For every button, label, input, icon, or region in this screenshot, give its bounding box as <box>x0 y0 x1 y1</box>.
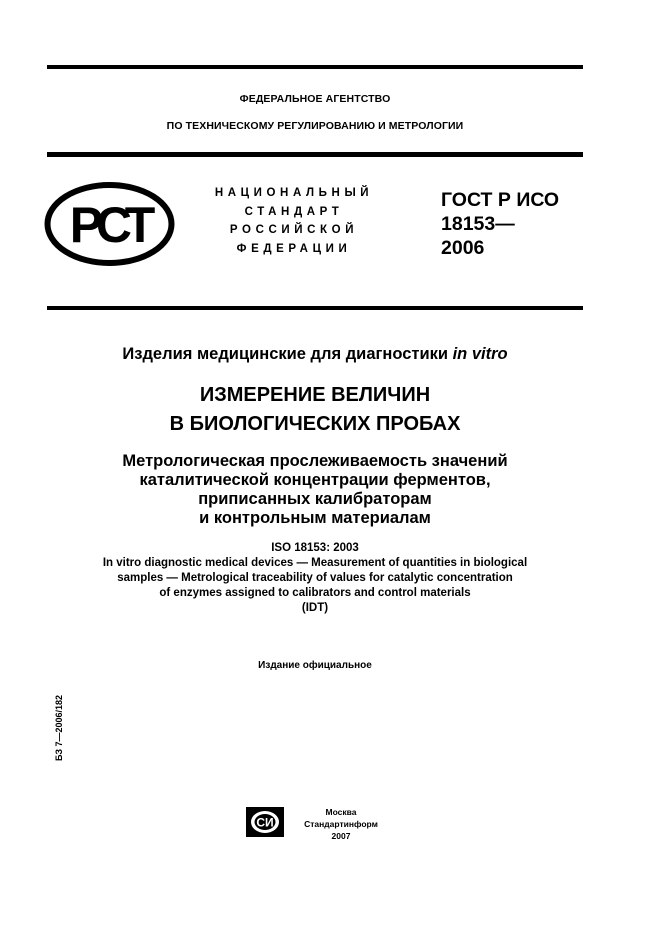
iso-identity: (IDT) <box>301 602 329 614</box>
publisher-year: 2007 <box>331 831 351 841</box>
standartinform-logo-icon <box>245 806 285 838</box>
publisher-city: Москва <box>325 807 357 817</box>
subtitle <box>47 452 583 528</box>
subtitle-line-4: и контрольным материалам <box>199 509 431 527</box>
standartinform-logo-letters: СИ <box>256 815 274 830</box>
gost-designation <box>441 188 559 260</box>
agency-rule <box>47 152 583 157</box>
gost-line-3: 2006 <box>441 237 485 259</box>
gost-line-1: ГОСТ Р ИСО <box>441 189 560 211</box>
category-title <box>47 345 583 364</box>
subtitle-line-3: приписанных калибраторам <box>198 490 432 508</box>
rst-logo-letters: РСТ <box>69 197 150 253</box>
national-line-1: НАЦИОНАЛЬНЫЙ <box>214 187 374 199</box>
iso-reference <box>47 541 583 616</box>
publisher-block <box>293 806 389 842</box>
subtitle-line-1: Метрологическая прослеживаемость значений <box>122 452 508 470</box>
header-rule <box>47 306 583 310</box>
edition-label: Издание официальное <box>258 660 372 671</box>
side-code: БЗ 7—2006/182 <box>54 694 64 762</box>
publisher-name: Стандартинформ <box>304 819 378 829</box>
iso-title-line-2: samples — Metrological traceability of values for catalytic concentration <box>117 572 513 584</box>
category-title-text: Изделия медицинские для диагностики <box>122 345 453 363</box>
gost-line-2: 18153— <box>441 213 515 235</box>
iso-title-line-1: In vitro diagnostic medical devices — Measurement of quantities in biological <box>102 557 528 569</box>
subtitle-line-2: каталитической концентрации ферментов, <box>139 471 491 489</box>
iso-number: ISO 18153: 2003 <box>271 542 359 554</box>
national-line-3: РОССИЙСКОЙ <box>229 224 359 236</box>
agency-line-1: ФЕДЕРАЛЬНОЕ АГЕНТСТВО <box>239 93 391 105</box>
agency-line-2: ПО ТЕХНИЧЕСКОМУ РЕГУЛИРОВАНИЮ И МЕТРОЛОГИИ <box>166 120 464 132</box>
national-line-2: СТАНДАРТ <box>244 206 344 218</box>
top-rule <box>47 65 583 69</box>
national-line-4: ФЕДЕРАЦИИ <box>236 243 352 255</box>
main-title-line-2: В БИОЛОГИЧЕСКИХ ПРОБАХ <box>169 413 461 435</box>
rst-logo-icon <box>44 182 175 266</box>
iso-title-line-3: of enzymes assigned to calibrators and control materials <box>159 587 471 599</box>
main-title <box>47 381 583 439</box>
main-title-line-1: ИЗМЕРЕНИЕ ВЕЛИЧИН <box>199 384 431 406</box>
category-title-italic: in vitro <box>452 345 508 363</box>
